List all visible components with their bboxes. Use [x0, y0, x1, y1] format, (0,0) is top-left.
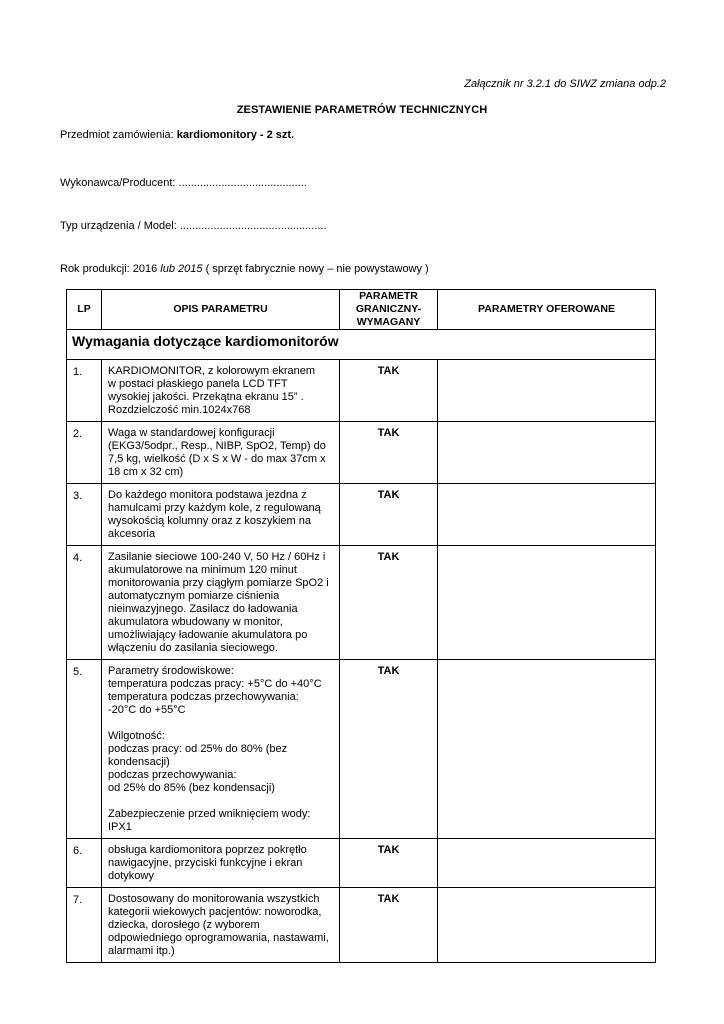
row-number: 6.	[67, 839, 102, 888]
section-row	[67, 330, 656, 360]
row-description	[102, 888, 340, 963]
description-paragraph: Waga w standardowej konfiguracji (EKG3/5odpr., Resp., NIBP, SpO2, Temp) do 7,5 kg, wielkość (D x S x W - do max 37cm x 18 cm x 32 cm)	[108, 427, 326, 478]
parameters-table	[66, 289, 656, 963]
row-offered-value[interactable]	[438, 484, 656, 546]
table-row	[67, 422, 656, 484]
table-row	[67, 888, 656, 963]
row-number: 5.	[67, 660, 102, 839]
description-paragraph: KARDIOMONITOR, z kolorowym ekranem w postaci płaskiego panela LCD TFT wysokiej jakości. Przekątna ekranu 15” . Rozdzielczość min.1024x768	[108, 365, 316, 416]
subject-label: Przedmiot zamówienia:	[60, 129, 174, 141]
device-line	[60, 220, 327, 232]
row-description	[102, 484, 340, 546]
row-offered-value[interactable]	[438, 422, 656, 484]
row-number: 2.	[67, 422, 102, 484]
row-description	[102, 360, 340, 422]
device-value: ................................................	[179, 220, 327, 232]
table-row	[67, 484, 656, 546]
row-offered-value[interactable]	[438, 360, 656, 422]
header-oferowane: PARAMETRY OFEROWANE	[438, 290, 656, 330]
contractor-value: ..........................................	[178, 177, 307, 189]
section-title: Wymagania dotyczące kardiomonitorów	[67, 330, 656, 360]
year-prefix: Rok produkcji: 2016	[60, 263, 158, 275]
description-paragraph: obsługa kardiomonitora poprzez pokrętło nawigacyjne, przyciski funkcyjne i ekran dotykowy	[108, 844, 307, 882]
description-paragraph: Parametry środowiskowe: temperatura podczas pracy: +5°C do +40°C temperatura podczas przechowywania: -20°C do +55°C	[108, 665, 322, 716]
row-required-value: TAK	[340, 360, 438, 422]
table-row	[67, 546, 656, 660]
description-paragraph: Dostosowany do monitorowania wszystkich kategorii wiekowych pacjentów: noworodka, dziecka, dorosłego (z wyborem odpowiedniego oprogramowania, nastawami, alarmami itp.)	[108, 893, 329, 957]
description-paragraph: Do każdego monitora podstawa jezdna z hamulcami przy każdym kole, z regulowaną wysokością kolumny oraz z koszykiem na akcesoria	[108, 489, 321, 540]
row-offered-value[interactable]	[438, 888, 656, 963]
table-row	[67, 360, 656, 422]
subject-line	[60, 129, 294, 141]
header-opis: OPIS PARAMETRU	[102, 290, 340, 330]
row-description	[102, 422, 340, 484]
year-suffix: ( sprzęt fabrycznie nowy – nie powystawowy )	[205, 263, 429, 275]
row-number: 1.	[67, 360, 102, 422]
row-description	[102, 546, 340, 660]
subject-value: kardiomonitory - 2 szt.	[176, 129, 295, 141]
row-description	[102, 839, 340, 888]
header-lp: LP	[67, 290, 102, 330]
production-year-line	[60, 263, 429, 275]
row-offered-value[interactable]	[438, 839, 656, 888]
row-number: 7.	[67, 888, 102, 963]
description-paragraph: Zabezpieczenie przed wniknięciem wody: IPX1	[108, 808, 311, 833]
row-number: 3.	[67, 484, 102, 546]
header-wymagany: PARAMETR GRANICZNY-WYMAGANY	[340, 290, 438, 330]
device-label: Typ urządzenia / Model:	[60, 220, 177, 232]
row-required-value: TAK	[340, 888, 438, 963]
row-offered-value[interactable]	[438, 660, 656, 839]
year-italic: lub 2015	[160, 263, 203, 275]
row-required-value: TAK	[340, 484, 438, 546]
row-description	[102, 660, 340, 839]
description-paragraph: Zasilanie sieciowe 100-240 V, 50 Hz / 60Hz i akumulatorowe na minimum 120 minut monitorowania przy ciągłym pomiarze SpO2 i automatycznym pomiarze ciśnienia nieinwazyjnego. Zasilacz do ładowania akumulatora wbudowany w monitor, umożliwiający ładowanie akumulatora po włączeniu do zasilania sieciowego.	[108, 551, 329, 654]
row-required-value: TAK	[340, 422, 438, 484]
contractor-line	[60, 177, 307, 189]
row-required-value: TAK	[340, 839, 438, 888]
row-number: 4.	[67, 546, 102, 660]
document-title: ZESTAWIENIE PARAMETRÓW TECHNICZNYCH	[236, 104, 488, 116]
table-row	[67, 660, 656, 839]
table-header-row	[67, 290, 656, 330]
description-paragraph: Wilgotność: podczas pracy: od 25% do 80% (bez kondensacji) podczas przechowywania: od 25% do 85% (bez kondensacji)	[108, 730, 288, 794]
contractor-label: Wykonawca/Producent:	[60, 177, 176, 189]
table-row	[67, 839, 656, 888]
row-required-value: TAK	[340, 660, 438, 839]
attachment-note: Załącznik nr 3.2.1 do SIWZ zmiana odp.2	[464, 78, 666, 90]
row-offered-value[interactable]	[438, 546, 656, 660]
row-required-value: TAK	[340, 546, 438, 660]
